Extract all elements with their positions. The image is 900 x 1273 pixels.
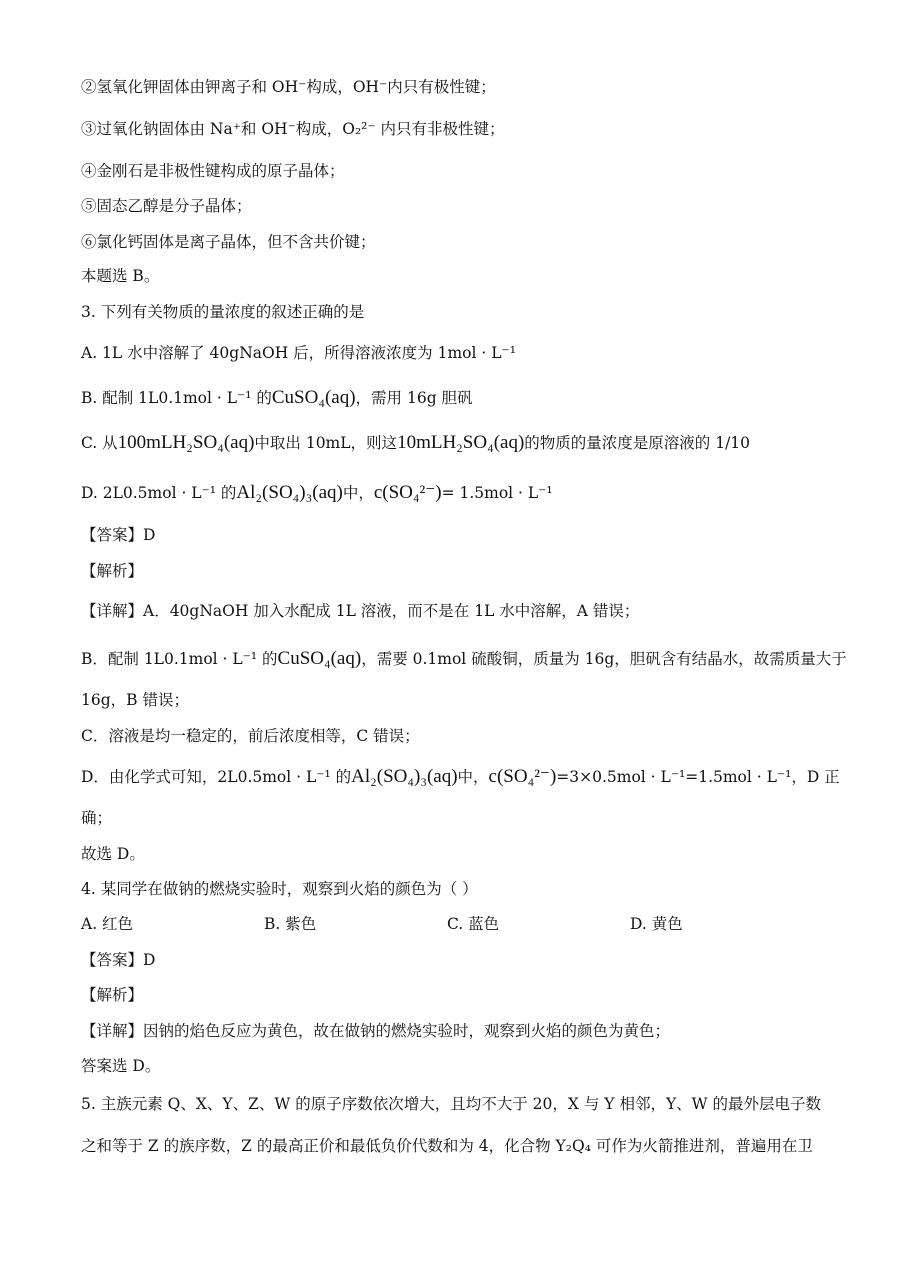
- question-4-choice: 答案选 D。: [81, 1057, 161, 1075]
- line-cacl2: ⑥氯化钙固体是离子晶体，但不含共价键；: [81, 233, 376, 251]
- question-5-stem-line-1: 5. 主族元素 Q、X、Y、Z、W 的原子序数依次增大，且均不大于 20，X 与 Y 相邻，Y、W 的最外层电子数: [81, 1095, 822, 1113]
- question-3-option-d: [81, 482, 860, 504]
- question-4-answer: 【答案】D: [81, 951, 156, 969]
- line-diamond: ④金刚石是非极性键构成的原子晶体；: [81, 162, 345, 180]
- line-koh: ②氢氧化钾固体由钾离子和 OH⁻构成，OH⁻内只有极性键；: [81, 78, 496, 96]
- line-select-b: 本题选 B。: [81, 267, 160, 285]
- question-3-option-b: [81, 387, 860, 409]
- line-na2o2-part1: ③过氧化钠固体由 Na⁺和 OH⁻构成，: [81, 120, 343, 138]
- option-c-text: C. 从: [81, 434, 118, 452]
- question-3-detail-b-cont: 16g，B 错误；: [81, 691, 189, 709]
- detail-d-tail: =3×0.5mol · L⁻¹=1.5mol · L⁻¹，D 正: [556, 768, 840, 786]
- detail-b-text: B．配制 1L0.1mol · L⁻¹ 的: [81, 650, 278, 668]
- detail-d-formula-2: c(SO₄²⁻): [488, 766, 557, 787]
- line-na2o2: [81, 118, 860, 140]
- question-3-option-c: [81, 432, 860, 454]
- detail-b-formula: CuSO₄(aq): [277, 648, 362, 669]
- question-3-option-a: A. 1L 水中溶解了 40gNaOH 后，所得溶液浓度为 1mol · L⁻¹: [81, 344, 516, 362]
- option-c-formula-1: 100mLH₂SO₄(aq): [117, 432, 255, 453]
- question-4-option-a: A. 红色: [81, 915, 134, 933]
- line-na2o2-part2: O₂²⁻ 内只有非极性键；: [342, 120, 505, 138]
- question-4-stem: 4. 某同学在做钠的燃烧实验时，观察到火焰的颜色为（ ）: [81, 880, 478, 898]
- detail-d-mid: 中，: [457, 768, 489, 786]
- question-3-analysis-label: 【解析】: [81, 562, 144, 580]
- detail-d-formula-1: Al₂(SO₄)₃(aq): [351, 766, 458, 787]
- question-5-stem-line-2: 之和等于 Z 的族序数，Z 的最高正价和最低负价代数和为 4，化合物 Y₂Q₄ 可作为火箭推进剂，普遍用在卫: [81, 1137, 813, 1155]
- option-c-formula-2: 10mLH₂SO₄(aq): [397, 432, 525, 453]
- question-4-option-c: C. 蓝色: [447, 915, 500, 933]
- option-d-tail: = 1.5mol · L⁻¹: [441, 484, 553, 502]
- option-b-formula: CuSO₄(aq): [271, 387, 356, 408]
- option-d-mid: 中，: [342, 484, 374, 502]
- question-3-detail-a: 【详解】A．40gNaOH 加入水配成 1L 溶液，而不是在 1L 水中溶解，A 错误；: [81, 602, 640, 620]
- question-3-choice: 故选 D。: [81, 845, 145, 863]
- question-4-options: [81, 913, 860, 935]
- question-4-option-d: D. 黄色: [630, 915, 683, 933]
- option-b-tail: ，需用 16g 胆矾: [355, 389, 473, 407]
- line-ethanol: ⑤固态乙醇是分子晶体；: [81, 197, 252, 215]
- option-d-text: D. 2L0.5mol · L⁻¹ 的: [81, 484, 237, 502]
- question-4-analysis-label: 【解析】: [81, 986, 144, 1004]
- question-4-option-b: B. 紫色: [264, 915, 317, 933]
- question-3-stem: 3. 下列有关物质的量浓度的叙述正确的是: [81, 303, 365, 321]
- detail-b-tail: ，需要 0.1mol 硫酸铜，质量为 16g，胆矾含有结晶水，故需质量大于: [361, 650, 847, 668]
- question-3-answer: 【答案】D: [81, 526, 156, 544]
- option-d-formula-1: Al₂(SO₄)₃(aq): [236, 482, 343, 503]
- question-3-detail-b: [81, 648, 860, 670]
- question-3-detail-d-cont: 确；: [81, 809, 113, 827]
- option-b-text: B. 配制 1L0.1mol · L⁻¹ 的: [81, 389, 272, 407]
- question-3-detail-c: C．溶液是均一稳定的，前后浓度相等，C 错误；: [81, 727, 420, 745]
- option-d-formula-2: c(SO₄²⁻): [373, 482, 442, 503]
- question-4-detail: 【详解】因钠的焰色反应为黄色，故在做钠的燃烧实验时，观察到火焰的颜色为黄色；: [81, 1022, 671, 1040]
- question-3-detail-d: [81, 766, 860, 788]
- option-c-tail: 的物质的量浓度是原溶液的 1/10: [524, 434, 751, 452]
- option-c-mid: 中取出 10mL，则这: [254, 434, 398, 452]
- detail-d-text: D．由化学式可知，2L0.5mol · L⁻¹ 的: [81, 768, 352, 786]
